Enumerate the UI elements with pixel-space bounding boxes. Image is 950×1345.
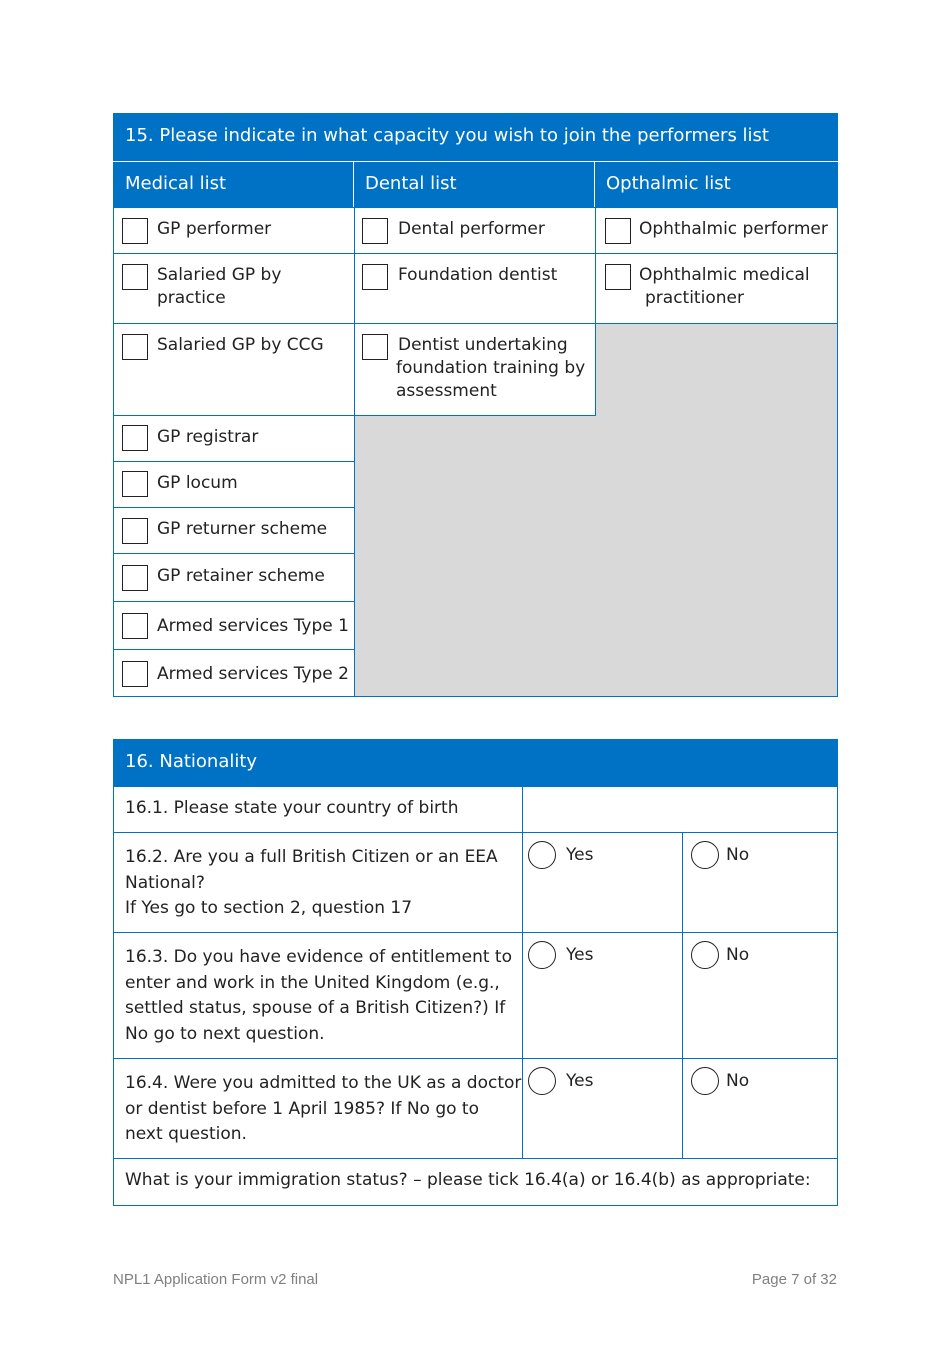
answer-16-2-no[interactable]	[682, 832, 838, 933]
option-label: GP retainer scheme	[157, 566, 325, 586]
section-15-title-bar	[113, 113, 838, 161]
checkbox[interactable]	[122, 264, 148, 290]
option-row-gp-retainer[interactable]	[113, 553, 355, 602]
option-row-dental-performer[interactable]	[354, 207, 596, 254]
answer-16-2-yes[interactable]	[522, 832, 683, 933]
checkbox[interactable]	[605, 264, 631, 290]
radio-no[interactable]	[691, 1067, 719, 1095]
answer-16-3-yes[interactable]	[522, 932, 683, 1059]
question-16-4-line-1: 16.4. Were you admitted to the UK as a doctor	[125, 1073, 522, 1093]
question-16-2-line-3: If Yes go to section 2, question 17	[125, 898, 413, 918]
answer-16-3-no[interactable]	[682, 932, 838, 1059]
option-label: GP registrar	[157, 427, 259, 447]
immigration-status-text: What is your immigration status? – please tick 16.4(a) or 16.4(b) as appropriate:	[125, 1170, 811, 1190]
option-row-ophthalmic-medical-practitioner[interactable]	[595, 253, 838, 324]
radio-yes[interactable]	[528, 841, 556, 869]
question-16-2-line-1: 16.2. Are you a full British Citizen or an EEA	[125, 847, 498, 867]
radio-yes[interactable]	[528, 1067, 556, 1095]
checkbox[interactable]	[122, 218, 148, 244]
checkbox[interactable]	[122, 613, 148, 639]
radio-yes[interactable]	[528, 941, 556, 969]
question-16-3-line-3: settled status, spouse of a British Citizen?) If	[125, 998, 506, 1018]
option-label: Armed services Type 2	[157, 664, 349, 684]
option-row-gp-registrar[interactable]	[113, 415, 355, 462]
option-row-gp-locum[interactable]	[113, 461, 355, 508]
footer-document-name: NPL1 Application Form v2 final	[113, 1271, 319, 1288]
checkbox[interactable]	[122, 518, 148, 544]
radio-no-label: No	[726, 1071, 750, 1091]
column-header-medical	[113, 161, 354, 207]
option-label-line-2: foundation training by	[396, 358, 586, 378]
option-label: Armed services Type 1	[157, 616, 349, 636]
answer-16-4-no[interactable]	[682, 1058, 838, 1159]
radio-no[interactable]	[691, 941, 719, 969]
section-16-table	[113, 739, 838, 1206]
radio-yes-label: Yes	[566, 1071, 594, 1091]
checkbox[interactable]	[122, 471, 148, 497]
option-row-ophthalmic-performer[interactable]	[595, 207, 838, 254]
option-row-salaried-gp-practice[interactable]	[113, 253, 355, 324]
footer-page-number: Page 7 of 32	[751, 1271, 837, 1288]
empty-area-ophthalmic	[595, 323, 838, 697]
option-label-line-1: Ophthalmic medical	[639, 265, 810, 285]
question-16-3-line-2: enter and work in the United Kingdom (e.g.,	[125, 973, 500, 993]
option-row-foundation-dentist[interactable]	[354, 253, 596, 324]
section-16-title: 16. Nationality	[125, 751, 258, 772]
question-16-3-line-1: 16.3. Do you have evidence of entitlement to	[125, 947, 512, 967]
question-16-4	[113, 1058, 523, 1159]
option-row-gp-performer[interactable]	[113, 207, 355, 254]
option-row-dentist-foundation-training[interactable]	[354, 323, 596, 416]
empty-area-dental	[354, 415, 595, 697]
radio-no[interactable]	[691, 841, 719, 869]
question-16-2-line-2: National?	[125, 873, 205, 893]
question-16-2	[113, 832, 523, 933]
option-label: Ophthalmic performer	[639, 219, 828, 239]
radio-yes-label: Yes	[566, 945, 594, 965]
checkbox[interactable]	[122, 661, 148, 687]
option-label: GP locum	[157, 473, 238, 493]
radio-yes-label: Yes	[566, 845, 594, 865]
option-label-line-2: practitioner	[645, 288, 744, 308]
section-16-title-bar	[113, 739, 838, 787]
column-header-dental-label: Dental list	[365, 173, 457, 194]
option-row-armed-services-2[interactable]	[113, 649, 355, 697]
option-row-salaried-gp-ccg[interactable]	[113, 323, 355, 416]
column-header-medical-label: Medical list	[125, 173, 227, 194]
option-label: Salaried GP by practice	[157, 265, 282, 308]
question-16-3-line-4: No go to next question.	[125, 1024, 325, 1044]
option-label: Salaried GP by CCG	[157, 335, 324, 355]
question-16-1-text: 16.1. Please state your country of birth	[125, 798, 459, 818]
question-16-4-line-2: or dentist before 1 April 1985? If No go to	[125, 1099, 480, 1119]
checkbox[interactable]	[362, 218, 388, 244]
column-header-ophthalmic	[595, 161, 838, 207]
checkbox[interactable]	[605, 218, 631, 244]
checkbox[interactable]	[362, 334, 388, 360]
option-label: Dental performer	[398, 219, 545, 239]
question-16-1	[113, 786, 523, 833]
country-of-birth-field[interactable]	[522, 786, 838, 833]
question-16-4-line-3: next question.	[125, 1124, 247, 1144]
immigration-status-row	[113, 1158, 838, 1206]
checkbox[interactable]	[122, 334, 148, 360]
radio-no-label: No	[726, 945, 750, 965]
checkbox[interactable]	[362, 264, 388, 290]
option-label: GP performer	[157, 219, 272, 239]
option-label-line-3: assessment	[396, 381, 497, 401]
section-15-title: 15. Please indicate in what capacity you wish to join the performers list	[125, 125, 769, 146]
option-row-armed-services-1[interactable]	[113, 601, 355, 650]
checkbox[interactable]	[122, 425, 148, 451]
option-label: GP returner scheme	[157, 519, 328, 539]
column-header-ophthalmic-label: Opthalmic list	[606, 173, 731, 194]
option-label: Foundation dentist	[398, 265, 558, 285]
column-header-dental	[354, 161, 595, 207]
option-label-line-1: Dentist undertaking	[398, 335, 568, 355]
question-16-3	[113, 932, 523, 1059]
answer-16-4-yes[interactable]	[522, 1058, 683, 1159]
section-15-table	[113, 113, 838, 697]
option-row-gp-returner[interactable]	[113, 507, 355, 554]
radio-no-label: No	[726, 845, 750, 865]
checkbox[interactable]	[122, 565, 148, 591]
